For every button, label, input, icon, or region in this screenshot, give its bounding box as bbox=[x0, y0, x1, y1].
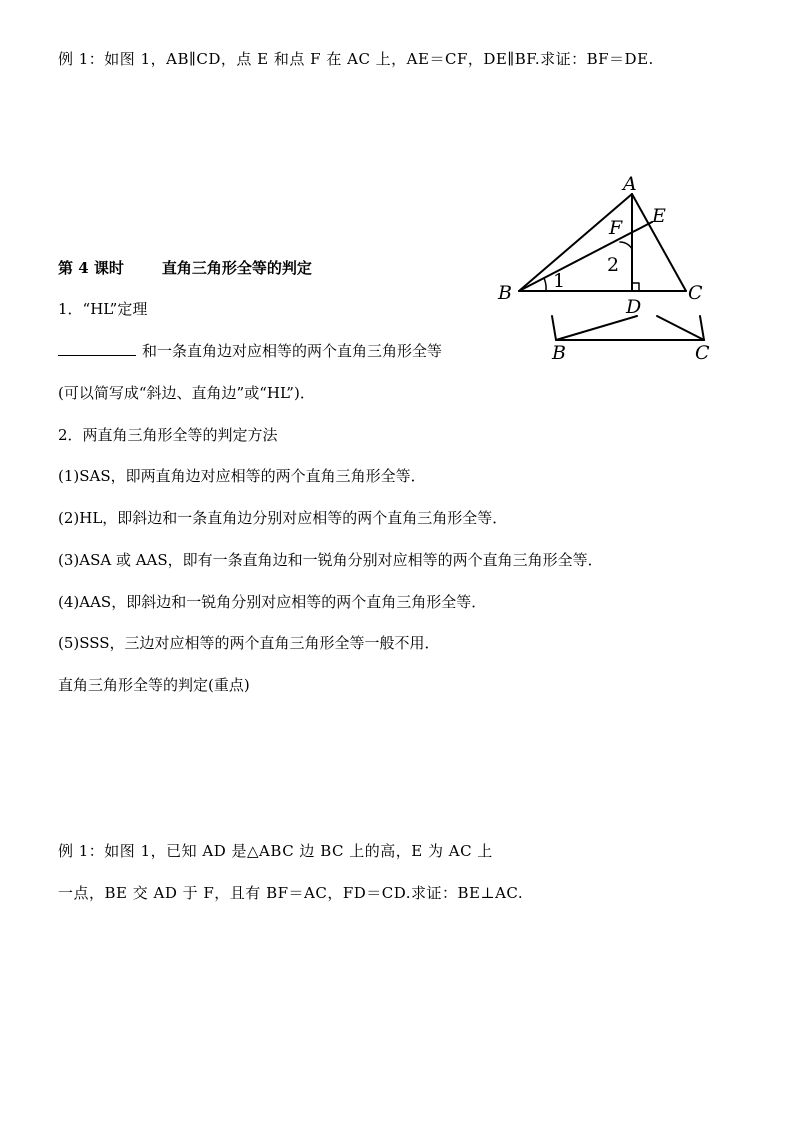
hl-note: (可以简写成“斜边、直角边”或“HL”)． bbox=[58, 384, 315, 402]
segment-ab bbox=[519, 194, 632, 291]
method-item: (1)SAS，即两直角边对应相等的两个直角三角形全等． bbox=[58, 467, 426, 485]
key-point-title: 直角三角形全等的判定(重点) bbox=[58, 676, 250, 694]
label-b-lower: B bbox=[552, 342, 566, 364]
methods-heading: 2．两直角三角形全等的判定方法 bbox=[58, 426, 278, 444]
label-c: C bbox=[688, 282, 703, 304]
method-item: (5)SSS，三边对应相等的两个直角三角形全等一般不用． bbox=[58, 634, 440, 652]
label-c-lower: C bbox=[695, 342, 710, 364]
lesson-heading bbox=[58, 258, 312, 278]
angle-1-arc bbox=[544, 278, 546, 291]
example1-bottom-line1: 例 1：如图 1，已知 AD 是△ABC 边 BC 上的高，E 为 AC 上 bbox=[58, 842, 493, 860]
label-d: D bbox=[626, 296, 642, 318]
fill-in-blank[interactable] bbox=[58, 341, 136, 356]
label-a: A bbox=[623, 173, 637, 195]
right-angle-mark bbox=[632, 283, 639, 291]
lower-right-vertical bbox=[700, 316, 704, 340]
hl-statement-text: 和一条直角边对应相等的两个直角三角形全等 bbox=[142, 342, 443, 360]
label-b: B bbox=[498, 282, 512, 304]
label-f: F bbox=[609, 217, 623, 239]
label-angle-1: 1 bbox=[553, 270, 566, 292]
lesson-number: 第 4 课时 bbox=[58, 259, 124, 277]
method-item: (2)HL，即斜边和一条直角边分别对应相等的两个直角三角形全等． bbox=[58, 509, 508, 527]
label-e: E bbox=[652, 205, 666, 227]
hl-statement bbox=[58, 341, 442, 361]
lower-left-stroke bbox=[552, 316, 556, 340]
example1-top-text: 例 1：如图 1，AB∥CD，点 E 和点 F 在 AC 上，AE＝CF，DE∥BF.求证：BF＝DE. bbox=[58, 50, 654, 68]
lower-top-stroke bbox=[556, 316, 637, 340]
method-item: (4)AAS，即斜边和一锐角分别对应相等的两个直角三角形全等． bbox=[58, 593, 487, 611]
geometry-figure bbox=[492, 172, 722, 372]
angle-2-arc bbox=[620, 242, 632, 249]
lower-right-stroke bbox=[657, 316, 704, 340]
hl-heading: 1．“HL”定理 bbox=[58, 300, 148, 318]
example1-bottom-line2: 一点，BE 交 AD 于 F，且有 BF＝AC，FD＝CD.求证：BE⊥AC. bbox=[58, 884, 524, 902]
lesson-title: 直角三角形全等的判定 bbox=[161, 259, 312, 277]
method-item: (3)ASA 或 AAS，即有一条直角边和一锐角分别对应相等的两个直角三角形全等． bbox=[58, 551, 603, 569]
label-angle-2: 2 bbox=[607, 254, 620, 276]
